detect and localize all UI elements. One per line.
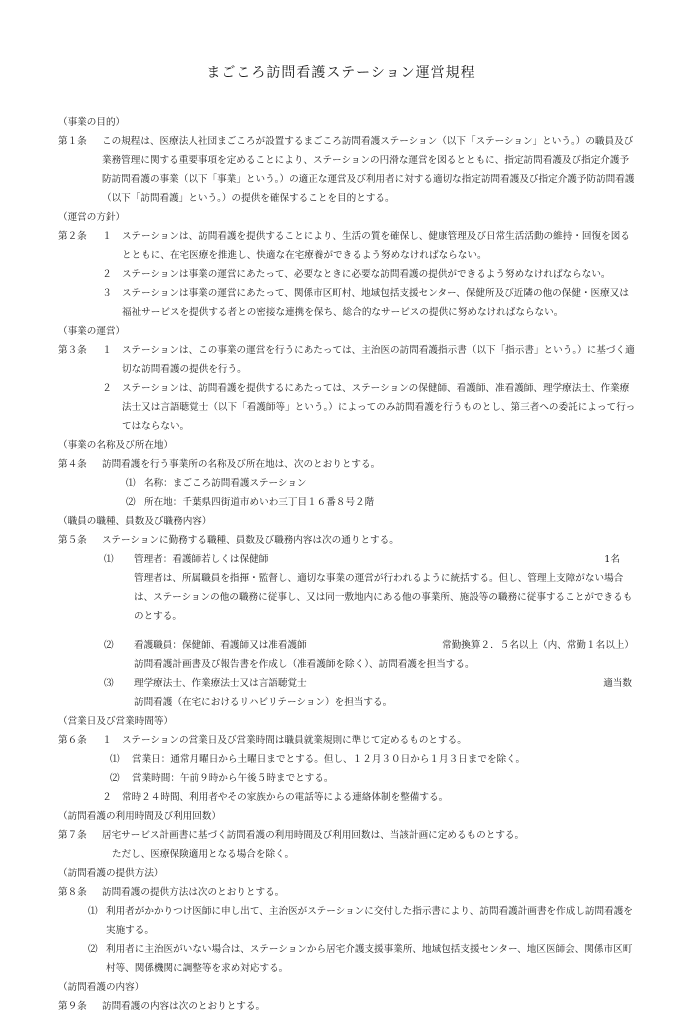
article-1-text: この規程は、医療法人社団まごころが設置するまごころ訪問看護ステーション（以下「ステーション」という。）の職員及び業務管理に関する重要事項を定めることにより、ステーションの円滑な運営を図るとともに、指定訪問看護及び指定介護予防訪問看護の事業（以下「事業」という。）の適正な運営及び利用者に対する適切な指定訪問看護及び指定介護予防訪問看護（以下「訪問看護」という。）の提供を確保することを目的とする。 <box>102 136 635 204</box>
article-1 <box>58 132 638 208</box>
item-description: 訪問看護計画書及び報告書を作成し（准看護師を除く）、訪問看護を担当する。 <box>134 659 475 670</box>
article-5-label: 第５条 <box>58 535 87 546</box>
article-1-heading: （事業の目的） <box>58 117 126 128</box>
item-text: 常時２４時間、利用者やその家族からの電話等による連絡体制を整備する。 <box>122 792 449 803</box>
article-8-item-1 <box>58 902 638 940</box>
article-7-label: 第７条 <box>58 830 87 841</box>
article-5-item-2-desc <box>58 655 638 674</box>
article-3-label: 第３条 <box>58 345 87 356</box>
article-2-label: 第２条 <box>58 231 87 242</box>
item-number: ⑵ <box>104 640 114 651</box>
item-number: ⑶ <box>104 678 114 689</box>
article-4 <box>58 455 638 474</box>
item-number: ⑴ <box>88 906 98 917</box>
article-6-subitem-2 <box>58 769 638 788</box>
item-text: ステーションは事業の運営にあたって、必要なときに必要な訪問看護の提供ができるよう努めなければならない。 <box>122 269 611 280</box>
article-9 <box>58 997 638 1016</box>
article-5 <box>58 531 638 550</box>
article-7-text2: ただし、医療保険適用となる場合を除く。 <box>112 849 295 860</box>
item-text: ステーションは、訪問看護を提供するにあたっては、ステーションの保健師、看護師、准看護師、理学療法士、作業療法士又は言語聴覚士（以下「看護師等」という。）によってのみ訪問看護を行うものとし、第三者への委託によって行ってはならない。 <box>122 383 636 432</box>
article-9-label: 第９条 <box>58 1001 87 1012</box>
item-text: ステーションは、訪問看護を提供することにより、生活の質を確保し、健康管理及び日常生活活動の維持・回復を図るとともに、在宅医療を推進し、快適な在宅療養ができるよう努めなければならない。 <box>122 231 630 261</box>
article-2-item-3 <box>58 284 638 322</box>
article-4-item-1 <box>58 474 638 493</box>
article-4-text: 訪問看護を行う事業所の名称及び所在地は、次のとおりとする。 <box>102 459 381 470</box>
item-text: ステーションは事業の運営にあたって、関係市区町村、地域包括支援センター、保健所及び近隣の他の保健・医療又は福祉サービスを提供する者との密接な連携を保ち、総合的なサービスの提供に努めなければならない。 <box>122 288 629 318</box>
article-6-item-1 <box>58 731 638 750</box>
item-text: 利用者に主治医がいない場合は、ステーションから居宅介護支援事業所、地域包括支援センター、地区医師会、関係市区町村等、関係機関に調整等を求め対応する。 <box>106 944 633 974</box>
article-6-subitem-1 <box>58 750 638 769</box>
item-number: ⑵ <box>88 944 98 955</box>
article-3-item-1 <box>58 341 638 379</box>
document-title: まごころ訪問看護ステーション運営規程 <box>206 65 476 81</box>
article-7 <box>58 826 638 845</box>
article-2-heading: （運営の方針） <box>58 212 126 223</box>
article-7-proviso <box>58 845 638 864</box>
item-number: １ <box>102 345 112 356</box>
article-5-item-3-desc <box>58 693 638 712</box>
item-description: 管理者は、所属職員を指揮・監督し、適切な事業の運営が行われるように統括する。但し、管理上支障がない場合は、ステーションの他の職務に従事し、又は同一敷地内にある他の事業所、施設等の職務に従事することができるものとする。 <box>134 573 633 622</box>
item-number: ２ <box>102 383 112 394</box>
article-4-heading: （事業の名称及び所在地） <box>58 440 174 451</box>
article-1-label: 第１条 <box>58 136 87 147</box>
item-number: ３ <box>102 288 112 299</box>
article-5-heading: （職員の職種、員数及び職務内容） <box>58 516 212 527</box>
item-description: 訪問看護（在宅におけるリハビリテーション）を担当する。 <box>134 697 393 708</box>
article-8-item-2 <box>58 940 638 978</box>
article-2-item-2 <box>58 265 638 284</box>
item-text: ステーションの営業日及び営業時間は職員就業規則に準じて定めるものとする。 <box>122 735 467 746</box>
item-number: １ <box>102 735 112 746</box>
item-count: 常勤換算２．５名以上（内、常勤１名以上） <box>442 640 634 651</box>
item-count: 適当数 <box>603 678 632 689</box>
article-9-text: 訪問看護の内容は次のとおりとする。 <box>102 1001 266 1012</box>
item-number: ⑴ <box>104 554 114 565</box>
item-number: ⑵ <box>126 497 136 508</box>
item-text: 営業時間：午前９時から午後５時までとする。 <box>132 773 334 784</box>
article-6-heading: （営業日及び営業時間等） <box>58 716 174 727</box>
article-8-label: 第８条 <box>58 887 87 898</box>
item-title: 管理者：看護師若しくは保健師 <box>134 554 269 565</box>
item-number: １ <box>102 231 112 242</box>
item-number: ２ <box>102 269 112 280</box>
article-5-item-2 <box>58 636 638 655</box>
article-6-item-2 <box>58 788 638 807</box>
article-7-heading: （訪問看護の利用時間及び利用回数） <box>58 811 222 822</box>
item-text: 名称：まごころ訪問看護ステーション <box>144 478 307 489</box>
article-4-label: 第４条 <box>58 459 87 470</box>
article-5-item-1-desc <box>58 569 638 626</box>
item-count: 1名 <box>604 554 620 565</box>
article-4-item-2 <box>58 493 638 512</box>
article-2-item-1 <box>58 227 638 265</box>
document-body <box>58 113 638 1016</box>
item-number: ２ <box>102 792 112 803</box>
article-3-item-2 <box>58 379 638 436</box>
article-8-heading: （訪問看護の提供方法） <box>58 868 164 879</box>
article-8 <box>58 883 638 902</box>
item-text: 所在地：千葉県四街道市めいわ三丁目１６番８号２階 <box>144 497 375 508</box>
item-title: 理学療法士、作業療法士又は言語聴覚士 <box>134 678 307 689</box>
article-5-item-1 <box>58 550 638 569</box>
article-6-label: 第６条 <box>58 735 87 746</box>
item-number: ⑴ <box>110 754 120 765</box>
item-text: 利用者がかかりつけ医師に申し出て、主治医がステーションに交付した指示書により、訪問看護計画書を作成し訪問看護を実施する。 <box>106 906 633 936</box>
item-number: ⑴ <box>126 478 136 489</box>
article-5-text: ステーションに勤務する職種、員数及び職務内容は次の通りとする。 <box>102 535 399 546</box>
item-text: ステーションは、この事業の運営を行うにあたっては、主治医の訪問看護指示書（以下「指示書」という。）に基づく適切な訪問看護の提供を行う。 <box>122 345 635 375</box>
article-7-text: 居宅サービス計画書に基づく訪問看護の利用時間及び利用回数は、当該計画に定めるものとする。 <box>102 830 525 841</box>
article-9-heading: （訪問看護の内容） <box>58 982 145 993</box>
item-number: ⑵ <box>110 773 120 784</box>
item-text: 営業日：通常月曜日から土曜日までとする。但し、１２月３０日から１月３日までを除く。 <box>132 754 526 765</box>
item-title: 看護職員：保健師、看護師又は准看護師 <box>134 640 307 651</box>
article-3-heading: （事業の運営） <box>58 326 126 337</box>
article-8-text: 訪問看護の提供方法は次のとおりとする。 <box>102 887 285 898</box>
article-5-item-3 <box>58 674 638 693</box>
